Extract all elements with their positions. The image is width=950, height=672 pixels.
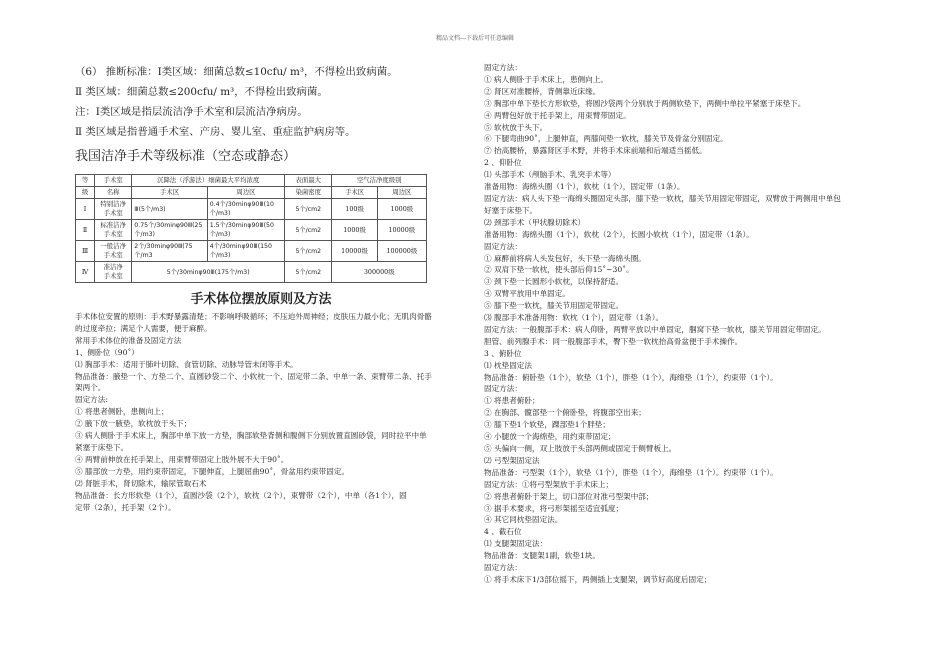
text-line: ⑴ 胸部手术：适用于肺叶切除、食管切除、动脉导管未闭等手术。	[75, 359, 298, 369]
text-line: 固定方法:	[75, 395, 108, 405]
text-line: ④ 小腿放一个海绵垫，用约束带固定；	[484, 432, 616, 442]
text-line: ⑵ 颈部手术（甲状腺切除术）	[484, 217, 586, 227]
left-column	[75, 62, 447, 513]
text-line: 紧塞于床垫下。	[75, 442, 129, 452]
text-line: 物品准备：长方形软垫（1个），直圆沙袋（2个），软枕（2个），束臂带（2个），中单（各1个），固	[75, 490, 407, 500]
text-line: ⑤ 软枕放于头下。	[484, 122, 548, 132]
text-line: ⑴ 枕垫固定法	[484, 360, 532, 370]
text-line: 固定方法：一般腹部手术：病人仰卧，两臂平放以中单固定，腘窝下垫一软枕，膝关节用固定带固定。	[484, 324, 826, 334]
text-line: 4 、截石位	[484, 527, 522, 537]
note-line: 注：Ⅰ类区域是指层流洁净手术室和层流洁净病房。	[75, 106, 308, 118]
text-line: ④ 两臂前伸放在托手架上，用束臂带固定上肢外展不大于90˚。	[75, 454, 289, 464]
table-row: Ⅳ 准洁净 手术室 5个/30minφ90Ⅲ(175个/m3) 5个/cm2 300000级	[76, 262, 427, 283]
text-line: ① 将患者侧卧，患侧向上；	[75, 407, 169, 417]
text-line: ③ 胸部中单下垫长方形软垫，将圆沙袋两个分别放于两侧软垫下，两侧中单拉平紧塞于床垫下。	[484, 98, 806, 108]
table-header-room: 手术室	[95, 175, 132, 187]
text-line: 定带（2条），托手架（2个）。	[75, 502, 176, 512]
text-line: 固定方法：①将弓型架放于手术床上；	[484, 479, 614, 489]
text-line: ③ 病人侧卧于手术床上，胸部中单下放一方垫，胸部软垫背侧和腹侧下分别放置直圆砂袋，同时拉平中单	[75, 431, 427, 441]
clean-room-standard-table	[75, 174, 427, 283]
text-line: ⑴ 头部手术（颅脑手术、乳突手术等）	[484, 170, 616, 180]
text-line: ① 病人侧卧于手术床上，患侧向上。	[484, 74, 608, 84]
text-line: ④ 两臂包好放于托手架上，用束臂带固定。	[484, 110, 631, 120]
text-line: 物品准备：俯卧垫（1个），软垫（1个），胖垫（1个），海绵垫（1个），约束带（1个）。	[484, 372, 778, 382]
text-line: 的过度牵拉；满足个人需要，便于麻醉。	[75, 323, 212, 333]
text-line: ① 将患者俯卧；	[484, 396, 540, 406]
text-line: 2 、仰卧位	[484, 158, 522, 168]
text-line: 准备用物：海绵头圈（1个），软枕（2个），长圆小软枕（1个），固定带（1条）。	[484, 229, 754, 239]
text-line: 准备用物：海绵头圈（1个），软枕（1个），固定带（1条）。	[484, 182, 685, 192]
text-line: ⑤ 膝下垫一软枕，膝关节用固定带固定。	[484, 301, 624, 311]
table-header-peri: 周边区	[207, 187, 284, 199]
table-header-air: 空气洁净度级别	[332, 175, 427, 187]
text-line: 物品准备：腋垫一个、方垫二个、直圆砂袋二个、小软枕一个、固定带二条、中单一条、束臂带二条、托手	[75, 371, 432, 381]
table-header-peri-air: 周边区	[377, 187, 426, 199]
text-line: ① 将手术床下1/3部位摇下，两侧插上支腿架，调节好高度后固定；	[484, 574, 712, 584]
text-line: 3 、俯卧位	[484, 348, 522, 358]
table-title: 我国洁净手术等级标准（空态或静态）	[75, 149, 297, 164]
table-header-surface: 表面最大	[285, 175, 332, 187]
text-line: ③ 据手术要求，将弓形架摇至适宜弧度；	[484, 503, 624, 513]
text-line: ④ 双臂平放用中单固定。	[484, 289, 570, 299]
table-header-level-bottom: 级	[76, 187, 95, 199]
section-title: 手术体位摆放原则及方法	[190, 292, 332, 307]
table-row: Ⅱ 标准洁净 手术室 0.75个/30minφ90Ⅲ(25个/m3) 1.5个/30minφ90Ⅲ(50个/m3) 5个/cm2 1000级 10000级	[76, 220, 427, 241]
right-column	[484, 62, 894, 586]
standard-line: （6） 推断标准：Ⅰ类区域：细菌总数≤10cfu/ m³，不得检出致病菌。	[75, 66, 398, 78]
text-line: ① 麻醉前将病人头发包好，头下垫一海绵头圈。	[484, 253, 646, 263]
text-line: ⑶ 腹部手术准备用物：软枕（1个），固定带（1条）。	[484, 313, 664, 323]
text-line: ⑵ 弓型架固定法	[484, 455, 540, 465]
text-line: 物品准备：支腿架1副，软垫1块。	[484, 551, 600, 561]
text-line: 固定方法：	[484, 384, 522, 394]
text-line: 固定方法：	[484, 241, 522, 251]
table-header-room-bottom: 名称	[95, 187, 132, 199]
table-row: Ⅰ 特别洁净 手术室 Ⅲ(5个/m3) 0.4个/30minφ90Ⅲ(10个/m3) 5个/cm2 100级 1000级	[76, 199, 427, 220]
text-line: ⑦ 抬高腰桥，暴露肾区手术野，并将手术床前端和后端适当摇低。	[484, 146, 707, 156]
table-row: Ⅲ 一般洁净 手术室 2个/30minφ90Ⅲ(75个/m3 4个/30minφ90Ⅲ(150个/m3) 5个/cm2 10000级 100000级	[76, 241, 427, 262]
text-line: ② 腋下放一腋垫，软枕放于头下；	[75, 419, 192, 429]
text-line: ② 双肩下垫一软枕，使头部后仰15˚~30˚。	[484, 265, 634, 275]
text-line: 手术体位安置的原则：手术野暴露清楚；不影响呼吸循环；不压迫外周神经；皮肤压力最小化；无肌肉骨骼	[75, 312, 432, 321]
table-header-level: 等	[76, 175, 95, 187]
text-line: ⑤ 膝部放一方垫，用约束带固定，下腿伸直，上腿屈曲90˚，骨盆用约束带固定。	[75, 466, 350, 476]
text-line: 固定方法：病人头下垫一海绵头圈固定头部，膝下垫一软枕，膝关节用固定带固定，双臂放于两侧用中单包	[484, 193, 841, 203]
text-line: ③ 颈下垫一长圆形小软枕，以保持舒适。	[484, 277, 624, 287]
text-line: ⑥ 下腿弯曲90˚，上腿伸直，两膝间垫一软枕，膝关节及骨盆分别固定。	[484, 134, 728, 144]
table-header-surface-bottom: 染菌密度	[285, 187, 332, 199]
text-line: 物品准备：弓型架（1个），软垫（1个），胖垫（1个），海绵垫（1个）。约束带（1个）。	[484, 467, 778, 477]
text-line: 固定方法：	[484, 63, 522, 72]
note-line: Ⅱ 类区域是指普通手术室、产房、婴儿室、重症监护病房等。	[75, 126, 356, 138]
text-line: ⑵ 肾脏手术，肾切除术，输尿管取石术	[75, 478, 207, 488]
text-line: ④ 其它同枕垫固定法。	[484, 515, 563, 525]
text-line: 好塞于床垫下。	[484, 205, 538, 215]
text-line: 1、侧卧位（90˚）	[75, 347, 139, 357]
text-line: 架两个。	[75, 383, 106, 393]
text-line: 固定方法：	[484, 563, 522, 573]
page-header: 精品文档---下载后可任意编辑	[435, 35, 515, 42]
standard-line: Ⅱ 类区域：细菌总数≤200cfu/ m³，不得检出致病菌。	[75, 86, 328, 98]
text-line: ② 肾区对准腰桥，背侧靠近床缘。	[484, 86, 601, 96]
text-line: 胆管、前列腺手术：同一般腹部手术，臀下垫一软枕抬高骨盆便于手术操作。	[484, 336, 743, 346]
text-line: ⑤ 头偏向一侧，双上肢放于头部两侧或固定于侧臂板上。	[484, 444, 677, 453]
table-header-settle: 沉降法（浮游法）细菌最大平均浓度	[132, 175, 285, 187]
text-line: ② 在胸部、髋部垫一个俯卧垫，将腹部空出来；	[484, 408, 646, 418]
table-header-op: 手术区	[132, 187, 207, 199]
left-body	[75, 311, 447, 513]
text-line: ② 将患者俯卧于架上，切口部位对准弓型架中部；	[484, 491, 654, 501]
table-header-op-air: 手术区	[332, 187, 377, 199]
text-line: ③ 膝下垫1个软垫，踝部垫1个胖垫；	[484, 420, 610, 430]
text-line: 常用手术体位的准备及固定方法	[75, 335, 182, 345]
text-line: ⑴ 支腿架固定法：	[484, 539, 548, 549]
